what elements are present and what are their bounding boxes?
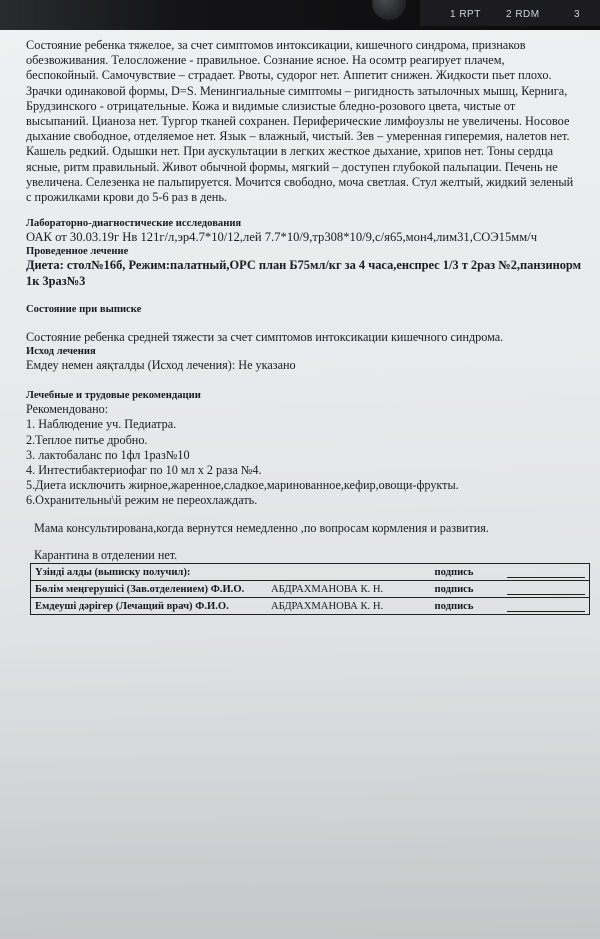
preset-rdm-label: 2 RDM — [506, 9, 540, 20]
car-dashboard — [0, 0, 600, 30]
signature-line — [503, 564, 590, 581]
status-line: с прожилками крови до 5-6 раз в день. — [26, 190, 228, 205]
status-line: Брудзинского - отрицательные. Кожа и видимые слизистые бледно-розового цвета, чистые от — [26, 98, 516, 113]
outcome-section-title: Исход лечения — [26, 346, 96, 358]
lab-section-title: Лабораторно-диагностические исследования — [26, 218, 242, 230]
status-line: беспокойный. Самочувствие – страдает. Рвоты, судорог нет. Аппетит снижен. Жидкости пьет плохо. — [26, 68, 552, 83]
recommendations-intro: Рекомендовано: — [26, 402, 109, 417]
status-line: Кашель редкий. Одышки нет. При аускультации в легких жесткое дыхание, хрипов нет. Тоны сердца — [26, 144, 554, 159]
status-line: обезвоживания. Телосложение - правильное. Сознание ясное. На осомтр реагирует плачем, — [26, 53, 505, 68]
recommendation-item: 4. Интестибактериофаг по 10 мл х 2 раза №4. — [26, 463, 262, 478]
lab-oak-result: ОАК от 30.03.19г Нв 121г/л,эр4.7*10/12,лей 7.7*10/9,тр308*10/9,с/я65,мон4,лим31,СОЭ15мм/ч — [26, 230, 538, 245]
status-line: Зрачки одинаковой формы, D=S. Менингиальные симптомы – ригидность затылочных мышц, Кернига, — [26, 83, 568, 98]
signature-row — [31, 564, 590, 581]
recommendation-item: 2.Теплое питье дробно. — [26, 432, 148, 447]
outcome-text: Емдеу немен аяқталды (Исход лечения): Не указано — [26, 358, 296, 373]
signature-label: Бөлім меңгерушісі (Зав.отделением) Ф.И.О. — [35, 583, 245, 595]
signature-name — [267, 564, 405, 581]
recommendations-section-title: Лечебные и трудовые рекомендации — [26, 390, 201, 402]
status-line: ясные, ритм правильный. Живот обычной формы, мягкий – доступен глубокой пальпации. Печень не — [26, 159, 558, 174]
treatment-line: Диета: стол№16б, Режим:палатный,ОРС план Б75мл/кг за 4 часа,енспрес 1/3 т 2раз №2,панзинорм — [26, 258, 582, 273]
status-line: увеличена. Селезенка не пальпируется. Мочится свободно, моча светлая. Стул желтый, жидкий зеленый — [26, 174, 574, 189]
preset-rpt-label: 1 RPT — [450, 9, 481, 20]
recommendation-item: 3. лактобаланс по 1фл 1раз№10 — [26, 447, 190, 462]
signature-row — [31, 581, 590, 598]
discharge-status: Состояние ребенка средней тяжести за счет симптомов интоксикации кишечного синдрома. — [26, 329, 504, 344]
preset-3-label: 3 — [574, 9, 581, 20]
consult-note: Мама консультирована,когда вернутся немедленно ,по вопросам кормления и развития. — [34, 520, 489, 535]
signature-sign-label: подпись — [434, 566, 474, 578]
document-content — [26, 38, 600, 563]
status-line: высыпаний. Цианоза нет. Тургор тканей сохранен. Периферические лимфоузлы не увеличены. Носовое — [26, 114, 570, 129]
signature-name: АБДРАХМАНОВА К. Н. — [271, 583, 384, 595]
status-paragraph — [26, 38, 600, 205]
signature-line — [503, 598, 590, 615]
recommendation-item: 1. Наблюдение уч. Педиатра. — [26, 417, 177, 432]
signature-label: Үзінді алды (выписку получил): — [35, 566, 191, 578]
signature-sign-label: подпись — [434, 600, 474, 612]
treatment-line: 1к 3раз№3 — [26, 273, 86, 288]
recommendation-item: 5.Диета исключить жирное,жаренное,сладкое,маринованное,кефир,овощи-фрукты. — [26, 478, 459, 493]
dashboard-knob — [372, 0, 406, 20]
treatment-section-title: Проведенное лечение — [26, 246, 129, 258]
signature-table — [30, 563, 590, 615]
quarantine-note: Карантина в отделении нет. — [34, 547, 178, 562]
discharge-section-title: Состояние при выписке — [26, 303, 142, 315]
recommendation-item: 6.Охранительны\й режим не переохлаждать. — [26, 493, 258, 508]
signature-name: АБДРАХМАНОВА К. Н. — [271, 600, 384, 612]
status-line: дыхание свободное, отделяемое нет. Язык – влажный, чистый. Зев – умеренная гиперемия, налетов нет. — [26, 129, 570, 144]
signature-row — [31, 598, 590, 615]
signature-line — [503, 581, 590, 598]
signature-label: Емдеуші дәрігер (Лечащий врач) Ф.И.О. — [35, 600, 229, 612]
signature-sign-label: подпись — [434, 583, 474, 595]
status-line: Состояние ребенка тяжелое, за счет симптомов интоксикации, кишечного синдрома, признаков — [26, 38, 526, 52]
